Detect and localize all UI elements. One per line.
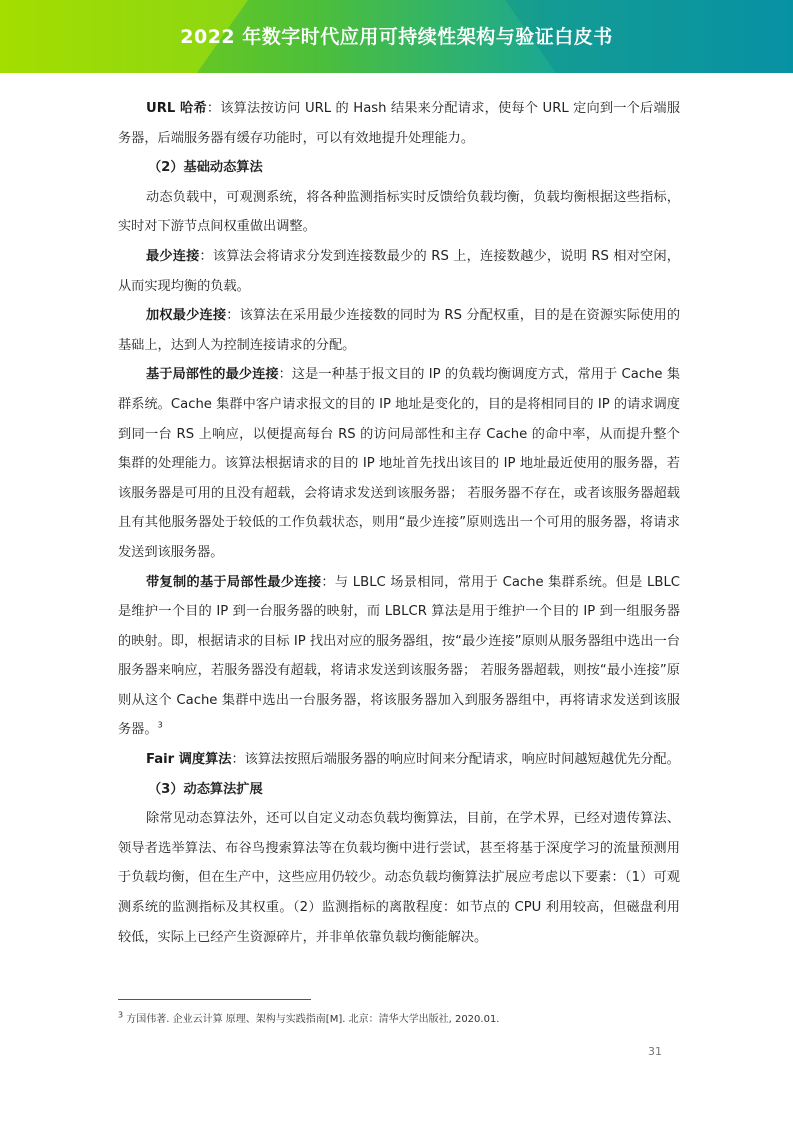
paragraph-text: ：该算法会将请求分发到连接数最少的 RS 上，连接数越少，说明 RS 相对空闲，从而实现均衡的负载。 <box>118 248 680 294</box>
footnote <box>118 1010 500 1025</box>
section-heading: （3）动态算法扩展 <box>148 781 263 797</box>
footnote-divider <box>118 999 311 1000</box>
section-heading: （2）基础动态算法 <box>148 160 263 176</box>
paragraph <box>118 568 680 746</box>
footnote-ref: 3 <box>157 721 163 731</box>
page-header-banner <box>0 0 793 73</box>
term: 基于局部性的最少连接 <box>146 367 279 383</box>
paragraph-text: ：与 LBLC 场景相同，常用于 Cache 集群系统。但是 LBLC 是维护一个目的 IP 到一台服务器的映射，而 LBLCR 算法是用于维护一个目的 IP 到一组服务器的映射。即，根据请求的目标 IP 找出对应的服务器组，按“最少连接”原则从服务器组中选出一台服务器来响应，若服务器没有超载，将请求发送到该服务器； 若服务器超载，则按“最小连接”原则从这个 Cache 集群中选出一台服务器，将该服务器加入到服务器组中，再将请求发送到该服务器。 <box>118 574 680 738</box>
paragraph <box>118 94 680 153</box>
paragraph <box>118 301 680 360</box>
paragraph-text: ：这是一种基于报文目的 IP 的负载均衡调度方式，常用于 Cache 集群系统。Cache 集群中客户请求报文的目的 IP 地址是变化的，目的是将相同目的 IP 的请求调度到同一台 RS 上响应，以便提高每台 RS 的访问局部性和主存 Cache 的命中率，从而提升整个集群的处理能力。该算法根据请求的目的 IP 地址首先找出该目的 IP 地址最近使用的服务器，若该服务器是可用的且没有超载，会将请求发送到该服务器； 若服务器不存在，或者该服务器超载且有其他服务器处于较低的工作负载状态，则用“最少连接”原则选出一个可用的服务器，将请求发送到该服务器。 <box>118 367 681 560</box>
paragraph <box>118 745 680 775</box>
body-text <box>118 94 680 952</box>
term: URL 哈希 <box>146 101 207 116</box>
page-number: 31 <box>648 1045 662 1058</box>
paragraph <box>118 242 680 301</box>
footnote-number: 3 <box>118 1010 124 1020</box>
paragraph-text: ：该算法按访问 URL 的 Hash 结果来分配请求，使每个 URL 定向到一个后端服务器，后端服务器有缓存功能时，可以有效地提升处理能力。 <box>118 101 681 146</box>
document-title: 2022 年数字时代应用可持续性架构与验证白皮书 <box>180 26 613 48</box>
term: 加权最少连接 <box>146 308 227 324</box>
term: 带复制的基于局部性最少连接 <box>146 574 322 590</box>
paragraph: 除常见动态算法外，还可以自定义动态负载均衡算法，目前，在学术界，已经对遗传算法、领导者选举算法、布谷鸟搜索算法等在负载均衡中进行尝试，甚至将基于深度学习的流量预测用于负载均衡，但在生产中，这些应用仍较少。动态负载均衡算法扩展应考虑以下要素：（1）可观测系统的监测指标及其权重。（2）监测指标的离散程度：如节点的 CPU 利用较高，但磁盘利用较低，实际上已经产生资源碎片，并非单依靠负载均衡能解决。 <box>118 811 680 945</box>
term: 最少连接 <box>146 248 200 264</box>
term: Fair 调度算法 <box>146 752 232 768</box>
footnote-text: 方国伟著. 企业云计算 原理、架构与实践指南[M]. 北京：清华大学出版社, 2020.01. <box>123 1014 500 1025</box>
paragraph-text: ：该算法按照后端服务器的响应时间来分配请求，响应时间越短越优先分配。 <box>231 752 680 768</box>
paragraph: 动态负载中，可观测系统，将各种监测指标实时反馈给负载均衡，负载均衡根据这些指标，实时对下游节点间权重做出调整。 <box>118 189 680 235</box>
paragraph <box>118 360 680 567</box>
paragraph-text: ：该算法在采用最少连接数的同时为 RS 分配权重，目的是在资源实际使用的基础上，达到人为控制连接请求的分配。 <box>118 308 681 353</box>
